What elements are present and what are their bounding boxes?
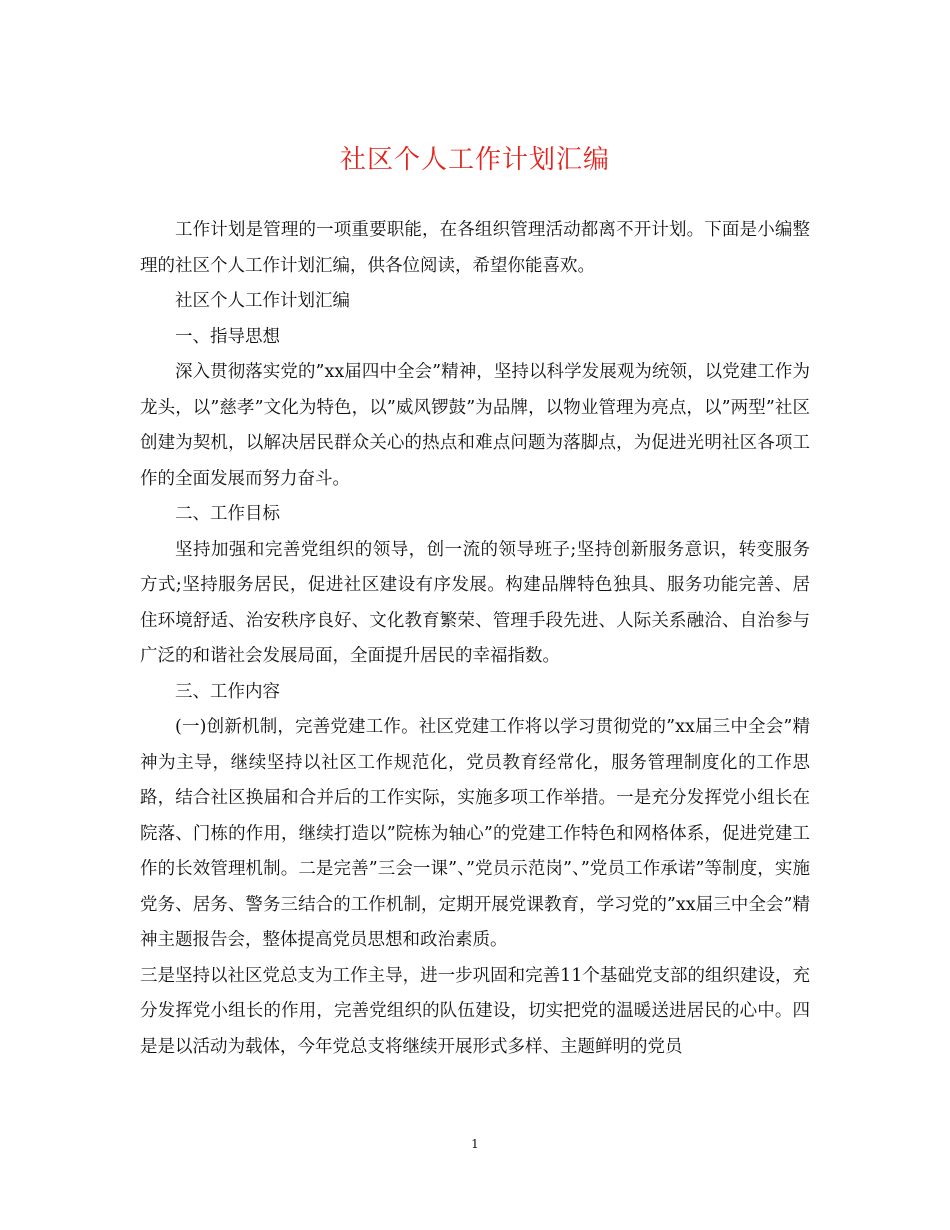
document-title: 社区个人工作计划汇编 (339, 145, 610, 175)
body-paragraph: 深入贯彻落实党的”xx届四中全会”精神，坚持以科学发展观为统领，以党建工作为龙头，以”慈孝”文化为特色，以”威风锣鼓”为品牌，以物业管理为亮点，以”两型”社区创建为契机，以解决居民群众关心的热点和难点问题为落脚点，为促进光明社区各项工作的全面发展而努力奋斗。 (140, 362, 810, 489)
body-paragraph: 坚持加强和完善党组织的领导，创一流的领导班子;坚持创新服务意识，转变服务方式;坚持服务居民，促进社区建设有序发展。构建品牌特色独具、服务功能完善、居住环境舒适、治安秩序良好、文化教育繁荣、管理手段先进、人际关系融洽、自治参与广泛的和谐社会发展局面，全面提升居民的幸福指数。 (140, 539, 810, 666)
intro-paragraph: 工作计划是管理的一项重要职能，在各组织管理活动都离不开计划。下面是小编整理的社区个人工作计划汇编，供各位阅读，希望你能喜欢。 (140, 220, 810, 276)
section-heading: 社区个人工作计划汇编 (175, 291, 350, 311)
document-body (140, 213, 810, 1065)
section-heading: 一、指导思想 (175, 326, 280, 347)
body-paragraph: (一)创新机制，完善党建工作。社区党建工作将以学习贯彻党的”xx届三中全会”精神为主导，继续坚持以社区工作规范化，党员教育经常化，服务管理制度化的工作思路，结合社区换届和合并后的工作实际，实施多项工作举措。一是充分发挥党小组长在院落、门栋的作用，继续打造以”院栋为轴心”的党建工作特色和网格体系，促进党建工作的长效管理机制。二是完善”三会一课”、”党员示范岗”、”党员工作承诺”等制度，实施党务、居务、警务三结合的工作机制，定期开展党课教育，学习党的”xx届三中全会”精神主题报告会，整体提高党员思想和政治素质。 (140, 717, 810, 950)
section-heading: 二、工作目标 (175, 504, 280, 524)
body-paragraph: 三是坚持以社区党总支为工作主导，进一步巩固和完善11个基础党支部的组织建设，充分发挥党小组长的作用，完善党组织的队伍建设，切实把党的温暖送进居民的心中。四是是以活动为载体，今年党总支将继续开展形式多样、主题鲜明的党员 (140, 965, 810, 1057)
section-heading: 三、工作内容 (175, 681, 280, 702)
page-number: 1 (471, 1137, 479, 1151)
